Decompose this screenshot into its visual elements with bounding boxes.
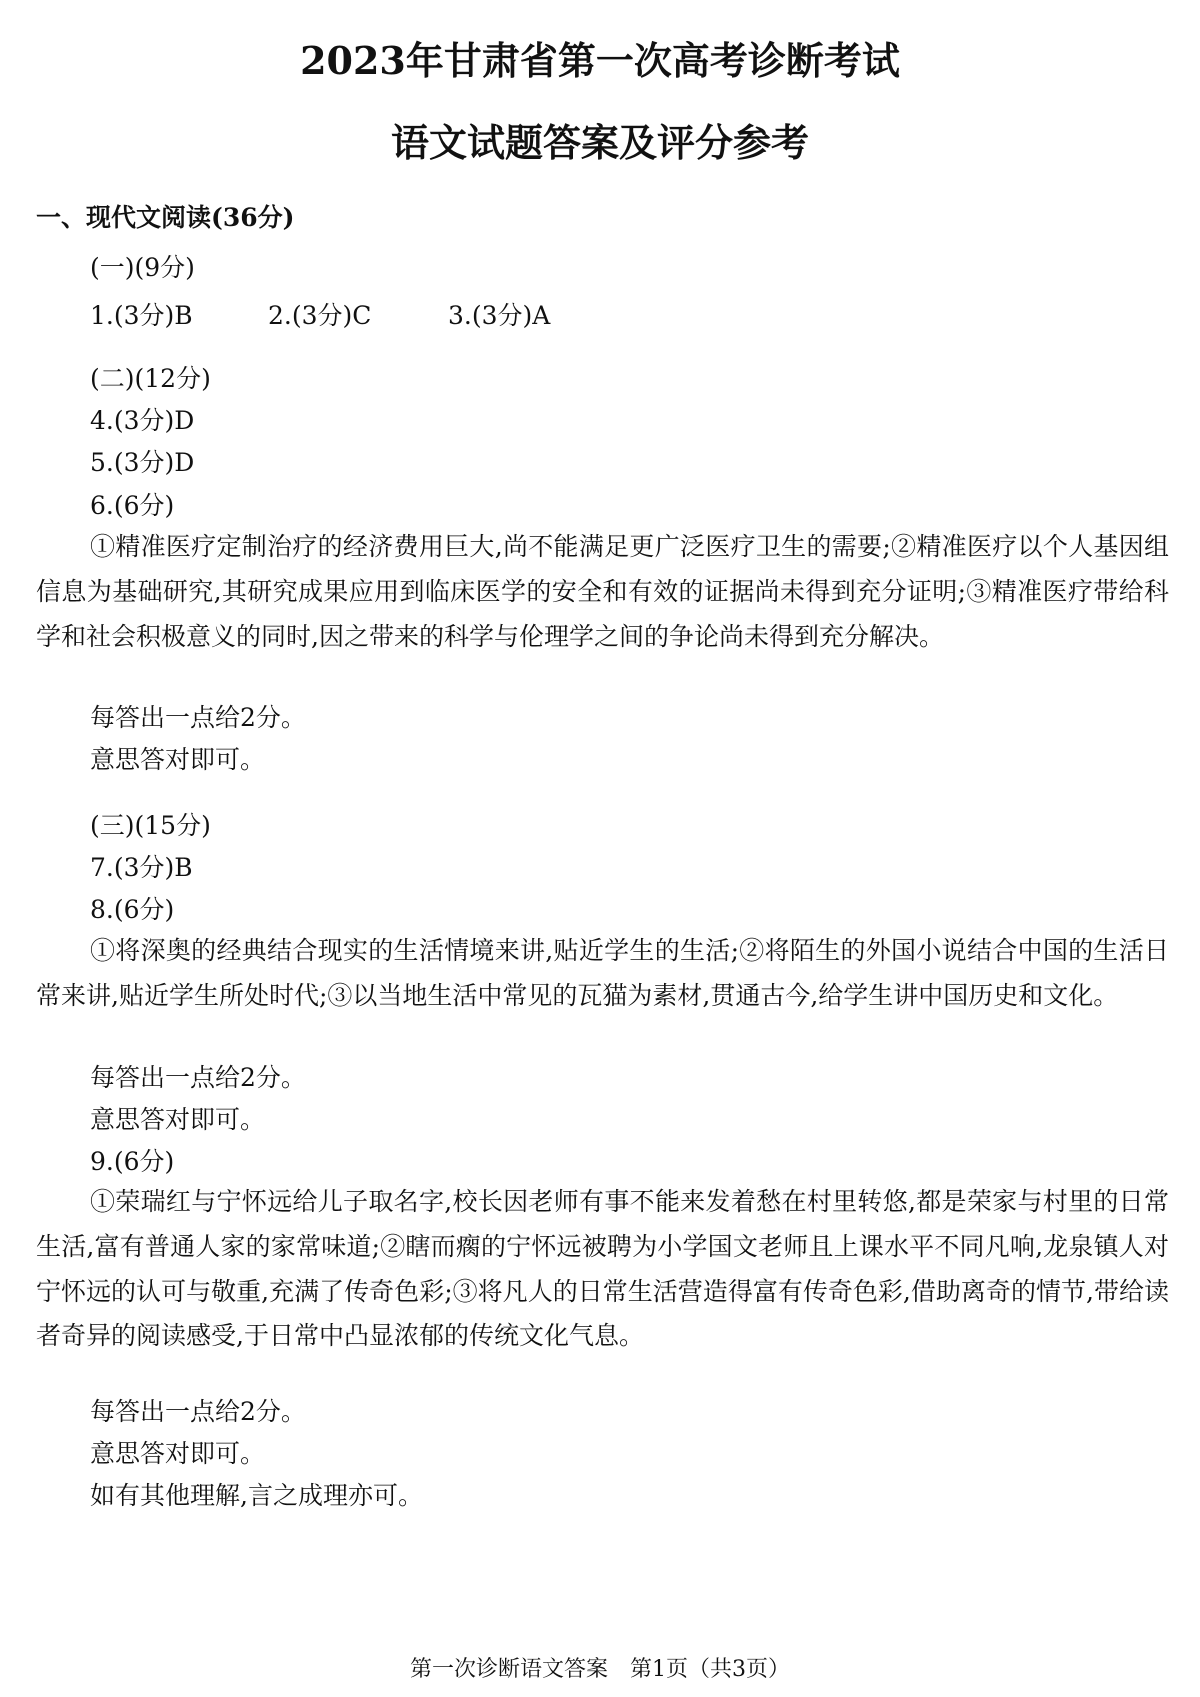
q8-scoring: 每答出一点给2分。 xyxy=(90,1063,306,1092)
q6-note: 意思答对即可。 xyxy=(90,745,266,774)
answer-q7: 7.(3分)B xyxy=(90,853,193,882)
part2-label: (二)(12分) xyxy=(90,364,211,393)
part1-label: (一)(9分) xyxy=(90,253,195,282)
q9-scoring: 每答出一点给2分。 xyxy=(90,1397,306,1426)
part3-label: (三)(15分) xyxy=(90,811,211,840)
page-subtitle: 语文试题答案及评分参考 xyxy=(390,120,809,165)
question-q6: 6.(6分) xyxy=(90,491,175,520)
answer-q2: 2.(3分)C xyxy=(268,301,372,330)
answer-q4: 4.(3分)D xyxy=(90,406,195,435)
q9-extra-note: 如有其他理解,言之成理亦可。 xyxy=(90,1481,423,1510)
answer-q9-text: ①荣瑞红与宁怀远给儿子取名字,校长因老师有事不能来发着愁在村里转悠,都是荣家与村里的日常生活,富有普通人家的家常味道;②瞎而瘸的宁怀远被聘为小学国文老师且上课水平不同凡响,龙泉镇人对宁怀远的认可与敬重,充满了传奇色彩;③将凡人的日常生活营造得富有传奇色彩,借助离奇的情节,带给读者奇异的阅读感受,于日常中凸显浓郁的传统文化气息。 xyxy=(36,1187,1169,1351)
question-q8: 8.(6分) xyxy=(90,895,175,924)
page-footer: 第一次诊断语文答案 第1页（共3页） xyxy=(410,1657,790,1682)
answer-q1: 1.(3分)B xyxy=(90,301,193,330)
question-q9: 9.(6分) xyxy=(90,1147,175,1176)
answer-q3: 3.(3分)A xyxy=(448,301,551,330)
q8-note: 意思答对即可。 xyxy=(90,1105,266,1134)
answer-q6-text: ①精准医疗定制治疗的经济费用巨大,尚不能满足更广泛医疗卫生的需要;②精准医疗以个人基因组信息为基础研究,其研究成果应用到临床医学的安全和有效的证据尚未得到充分证明;③精准医疗带给科学和社会积极意义的同时,因之带来的科学与伦理学之间的争论尚未得到充分解决。 xyxy=(36,532,1169,651)
q9-note: 意思答对即可。 xyxy=(90,1439,266,1468)
page-title: 2023年甘肃省第一次高考诊断考试 xyxy=(300,38,900,83)
answer-q5: 5.(3分)D xyxy=(90,448,195,477)
section-heading: 一、现代文阅读(36分) xyxy=(36,203,295,232)
part1-answers xyxy=(90,296,550,332)
answer-q8-text: ①将深奥的经典结合现实的生活情境来讲,贴近学生的生活;②将陌生的外国小说结合中国的生活日常来讲,贴近学生所处时代;③以当地生活中常见的瓦猫为素材,贯通古今,给学生讲中国历史和文化。 xyxy=(36,936,1169,1010)
q6-scoring: 每答出一点给2分。 xyxy=(90,703,306,732)
